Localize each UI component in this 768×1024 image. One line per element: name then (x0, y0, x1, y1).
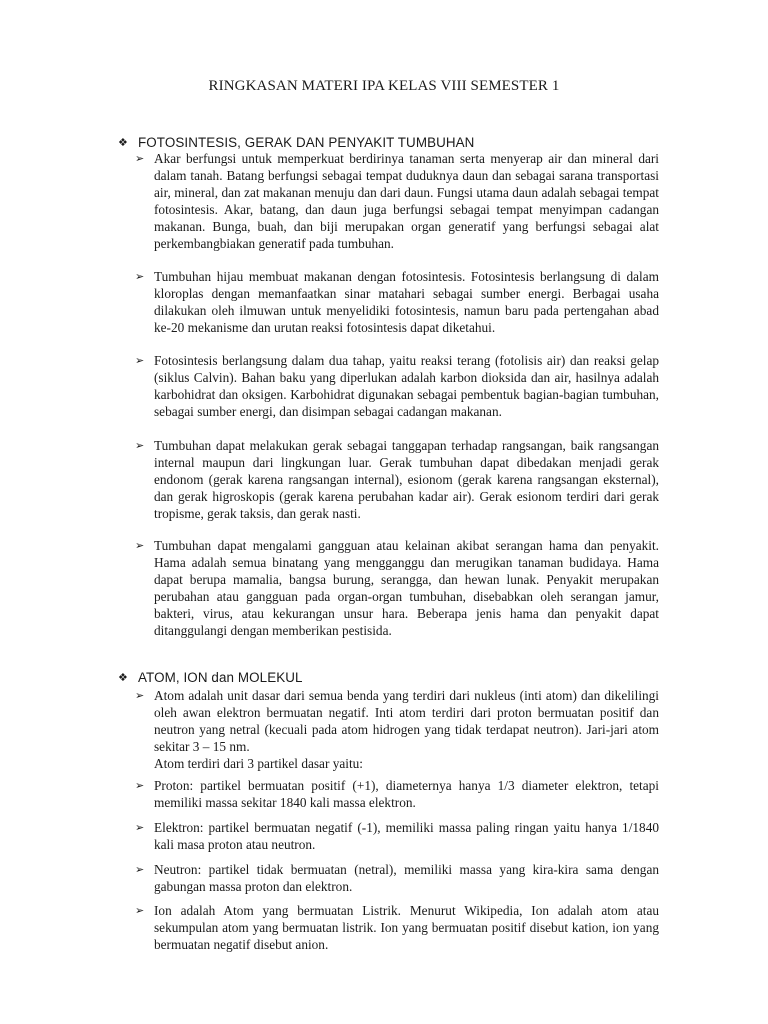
list-item-text: Fotosintesis berlangsung dalam dua tahap, yaitu reaksi terang (fotolisis air) dan reaksi gelap (siklus Calvin). Bahan baku yang diperlukan adalah karbon dioksida dan air, hasilnya adalah karbohidrat dan oksigen. Karbohidrat digunakan sebagai pembentuk bagian-bagian tumbuhan, sebagai sumber energi, dan disimpan sebagai cadangan makanan. (154, 353, 659, 419)
list-item (135, 150, 659, 252)
list-item (135, 437, 659, 522)
list-item-text: Ion adalah Atom yang bermuatan Listrik. Menurut Wikipedia, Ion adalah atom atau sekumpulan atom yang bermuatan listrik. Ion yang bermuatan positif disebut kation, ion yang bermuatan negatif disebut anion. (154, 903, 659, 952)
section-heading-text: FOTOSINTESIS, GERAK DAN PENYAKIT TUMBUHAN (138, 135, 475, 150)
arrow-bullet-icon: ➢ (135, 439, 145, 452)
list-item-text: Proton: partikel bermuatan positif (+1), diameternya hanya 1/3 diameter elektron, tetapi memiliki massa sekitar 1840 kali massa elektron. (154, 778, 659, 810)
list-item (135, 268, 659, 336)
arrow-bullet-icon: ➢ (135, 354, 145, 367)
list-item (135, 687, 659, 755)
section-heading-text: ATOM, ION dan MOLEKUL (138, 670, 303, 685)
list-item-text: Tumbuhan dapat mengalami gangguan atau kelainan akibat serangan hama dan penyakit. Hama adalah semua binatang yang mengganggu dan merugikan tanaman budidaya. Hama dapat berupa mamalia, bangsa burung, serangga, dan hewan lunak. Penyakit merupakan perubahan atau gangguan pada organ-organ tumbuhan, disebabkan oleh serangan jamur, bakteri, virus, atau kekurangan unsur hara. Beberapa jenis hama dan penyakit dapat ditanggulangi dengan memberikan pestisida. (154, 538, 659, 638)
list-item-text: Akar berfungsi untuk memperkuat berdirinya tanaman serta menyerap air dan mineral dari dalam tanah. Batang berfungsi sebagai tempat duduknya daun dan sebagai sarana transportasi air, mineral, dan zat makanan menuju dan dari daun. Fungsi utama daun adalah sebagai tempat fotosintesis. Akar, batang, dan daun juga berfungsi sebagai tempat menyimpan cadangan makanan. Bunga, buah, dan biji merupakan organ generatif yang berfungsi sebagai alat perkembangbiakan generatif pada tumbuhan. (154, 151, 659, 251)
document-title: RINGKASAN MATERI IPA KELAS VIII SEMESTER 1 (208, 78, 560, 94)
diamond-bullet-icon: ❖ (118, 671, 128, 684)
arrow-bullet-icon: ➢ (135, 152, 145, 165)
list-item (135, 902, 659, 953)
list-item (135, 777, 659, 811)
list-item-text: Elektron: partikel bermuatan negatif (-1), memiliki massa paling ringan yaitu hanya 1/1840 kali masa proton atau neutron. (154, 820, 659, 852)
arrow-bullet-icon: ➢ (135, 863, 145, 876)
particles-intro: Atom terdiri dari 3 partikel dasar yaitu: (154, 756, 363, 771)
list-item (135, 537, 659, 639)
arrow-bullet-icon: ➢ (135, 821, 145, 834)
diamond-bullet-icon: ❖ (118, 136, 128, 149)
arrow-bullet-icon: ➢ (135, 539, 145, 552)
arrow-bullet-icon: ➢ (135, 904, 145, 917)
arrow-bullet-icon: ➢ (135, 779, 145, 792)
section-heading-fotosintesis (118, 134, 474, 151)
list-item-text: Tumbuhan dapat melakukan gerak sebagai tanggapan terhadap rangsangan, baik rangsangan internal maupun dari lingkungan luar. Gerak tumbuhan dapat dibedakan menjadi gerak endonom (gerak karena rangsangan internal), esionom (gerak karena rangsangan eksternal), dan gerak higroskopis (gerak karena perubahan kadar air). Gerak esionom terdiri dari gerak tropisme, gerak taksis, dan gerak nasti. (154, 438, 659, 521)
list-item-text: Neutron: partikel tidak bermuatan (netral), memiliki massa yang kira-kira sama dengan gabungan massa proton dan elektron. (154, 862, 659, 894)
list-item (135, 861, 659, 895)
list-item (135, 819, 659, 853)
section-heading-atom (118, 669, 303, 686)
list-item (135, 352, 659, 420)
list-item-text: Tumbuhan hijau membuat makanan dengan fotosintesis. Fotosintesis berlangsung di dalam kloroplas dengan memanfaatkan sinar matahari sebagai sumber energi. Berbagai usaha dilakukan oleh ilmuwan untuk menyelidiki fotosintesis, namun baru pada pertengahan abad ke-20 mekanisme dan urutan reaksi fotosintesis dapat diketahui. (154, 269, 659, 335)
list-item-text: Atom adalah unit dasar dari semua benda yang terdiri dari nukleus (inti atom) dan dikelilingi oleh awan elektron bermuatan negatif. Inti atom terdiri dari proton bermuatan positif dan neutron yang netral (kecuali pada atom hidrogen yang tidak terdapat neutron). Jari-jari atom sekitar 3 – 15 nm. (154, 688, 659, 754)
arrow-bullet-icon: ➢ (135, 689, 145, 702)
arrow-bullet-icon: ➢ (135, 270, 145, 283)
